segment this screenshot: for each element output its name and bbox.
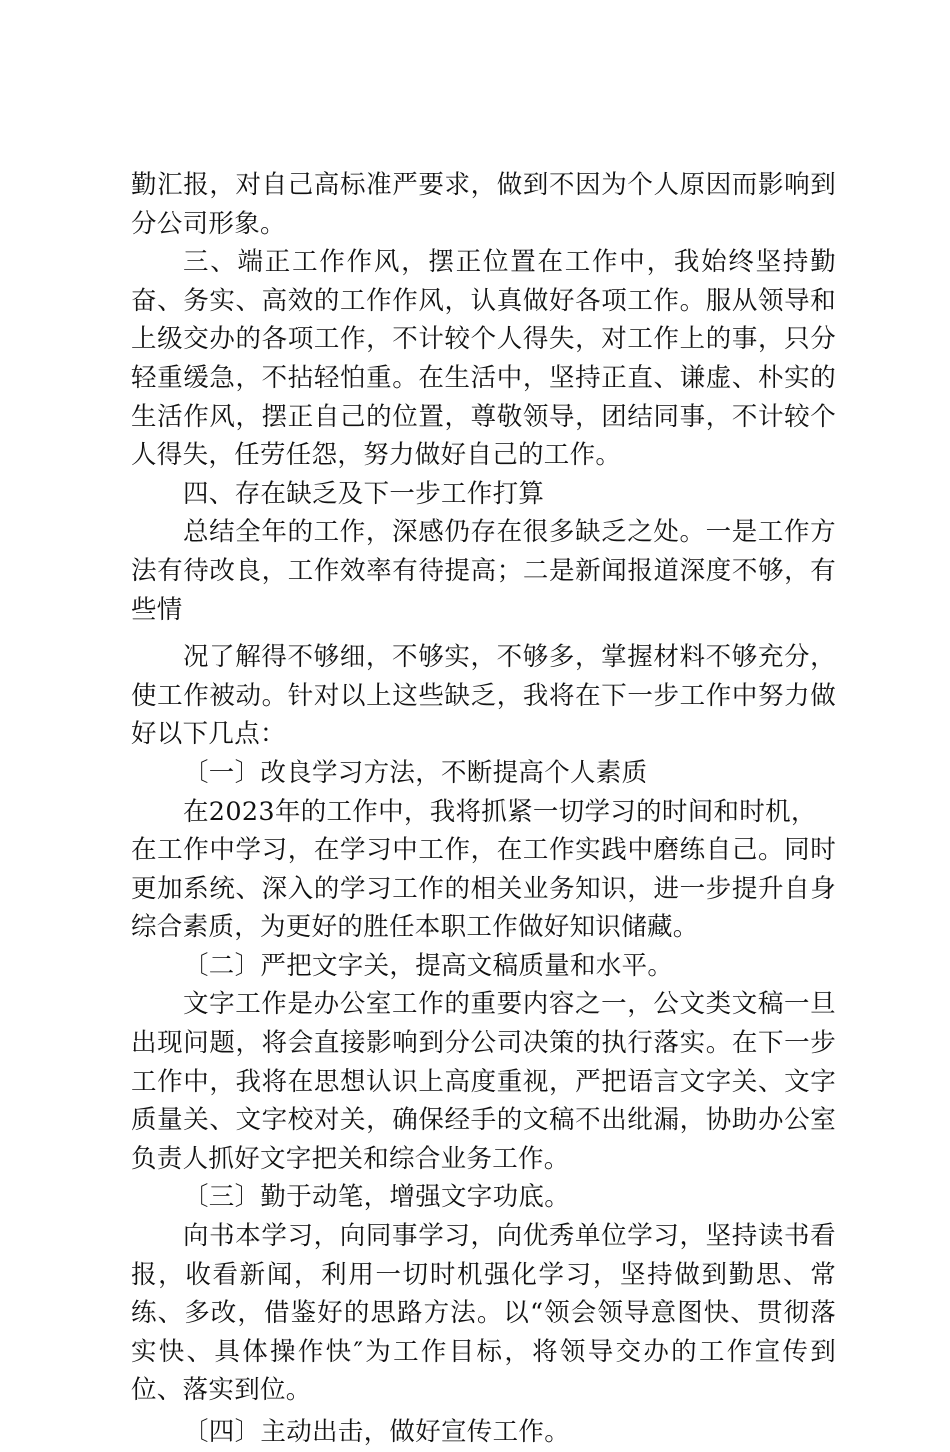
subheading-two-text: 文字工作是办公室工作的重要内容之一，公文类文稿一旦出现问题，将会直接影响到分公司决策的执行落实。在下一步工作中，我将在思想认识上高度重视，严把语言文字关、文字质量关、文字校对关，确保经手的文稿不出纰漏，协助办公室负责人抓好文字把关和综合业务工作。 xyxy=(131,989,836,1174)
summary-paragraph-continued: 况了解得不够细，不够实，不够多，掌握材料不够充分，使工作被动。针对以上这些缺乏，我将在下一步工作中努力做好以下几点： xyxy=(131,642,836,750)
subheading-three-text: 向书本学习，向同事学习，向优秀单位学习，坚持读书看报，收看新闻，利用一切时机强化学习，坚持做到勤思、常练、多改，借鉴好的思路方法。以“领会领导意图快、贯彻落实快、具体操作快″为工作目标，将领导交办的工作宣传到位、落实到位。 xyxy=(131,1221,836,1406)
document-body xyxy=(131,166,836,1452)
subheading-four: 〔四〕主动出击，做好宣传工作。 xyxy=(183,1417,571,1447)
subheading-one-text: 在工作中学习，在学习中工作，在工作实践中磨练自己。同时更加系统、深入的学习工作的相关业务知识，进一步提升自身综合素质，为更好的胜任本职工作做好知识储藏。 xyxy=(131,835,836,943)
subheading-three: 〔三〕勤于动笔，增强文字功底。 xyxy=(183,1182,571,1213)
paragraph-continuation: 勤汇报，对自己高标准严要求，做到不因为个人原因而影响到分公司形象。 xyxy=(131,170,836,239)
section-four-heading: 四、存在缺乏及下一步工作打算 xyxy=(183,478,545,509)
section-three-paragraph: 三、端正工作作风，摆正位置在工作中，我始终坚持勤奋、务实、高效的工作作风，认真做好各项工作。服从领导和上级交办的各项工作，不计较个人得失，对工作上的事，只分轻重缓急，不拈轻怕重。在生活中，坚持正直、谦虚、朴实的生活作风，摆正自己的位置，尊敬领导，团结同事，不计较个人得失，任劳任怨，努力做好自己的工作。 xyxy=(131,247,836,471)
subheading-one-text-line: 在2023年的工作中，我将抓紧一切学习的时间和时机， xyxy=(183,796,817,827)
subheading-one: 〔一〕改良学习方法，不断提高个人素质 xyxy=(183,757,648,788)
summary-paragraph: 总结全年的工作，深感仍存在很多缺乏之处。一是工作方法有待改良，工作效率有待提高；二是新闻报道深度不够，有些情 xyxy=(131,517,836,625)
subheading-two: 〔二〕严把文字关，提高文稿质量和水平。 xyxy=(183,950,674,981)
